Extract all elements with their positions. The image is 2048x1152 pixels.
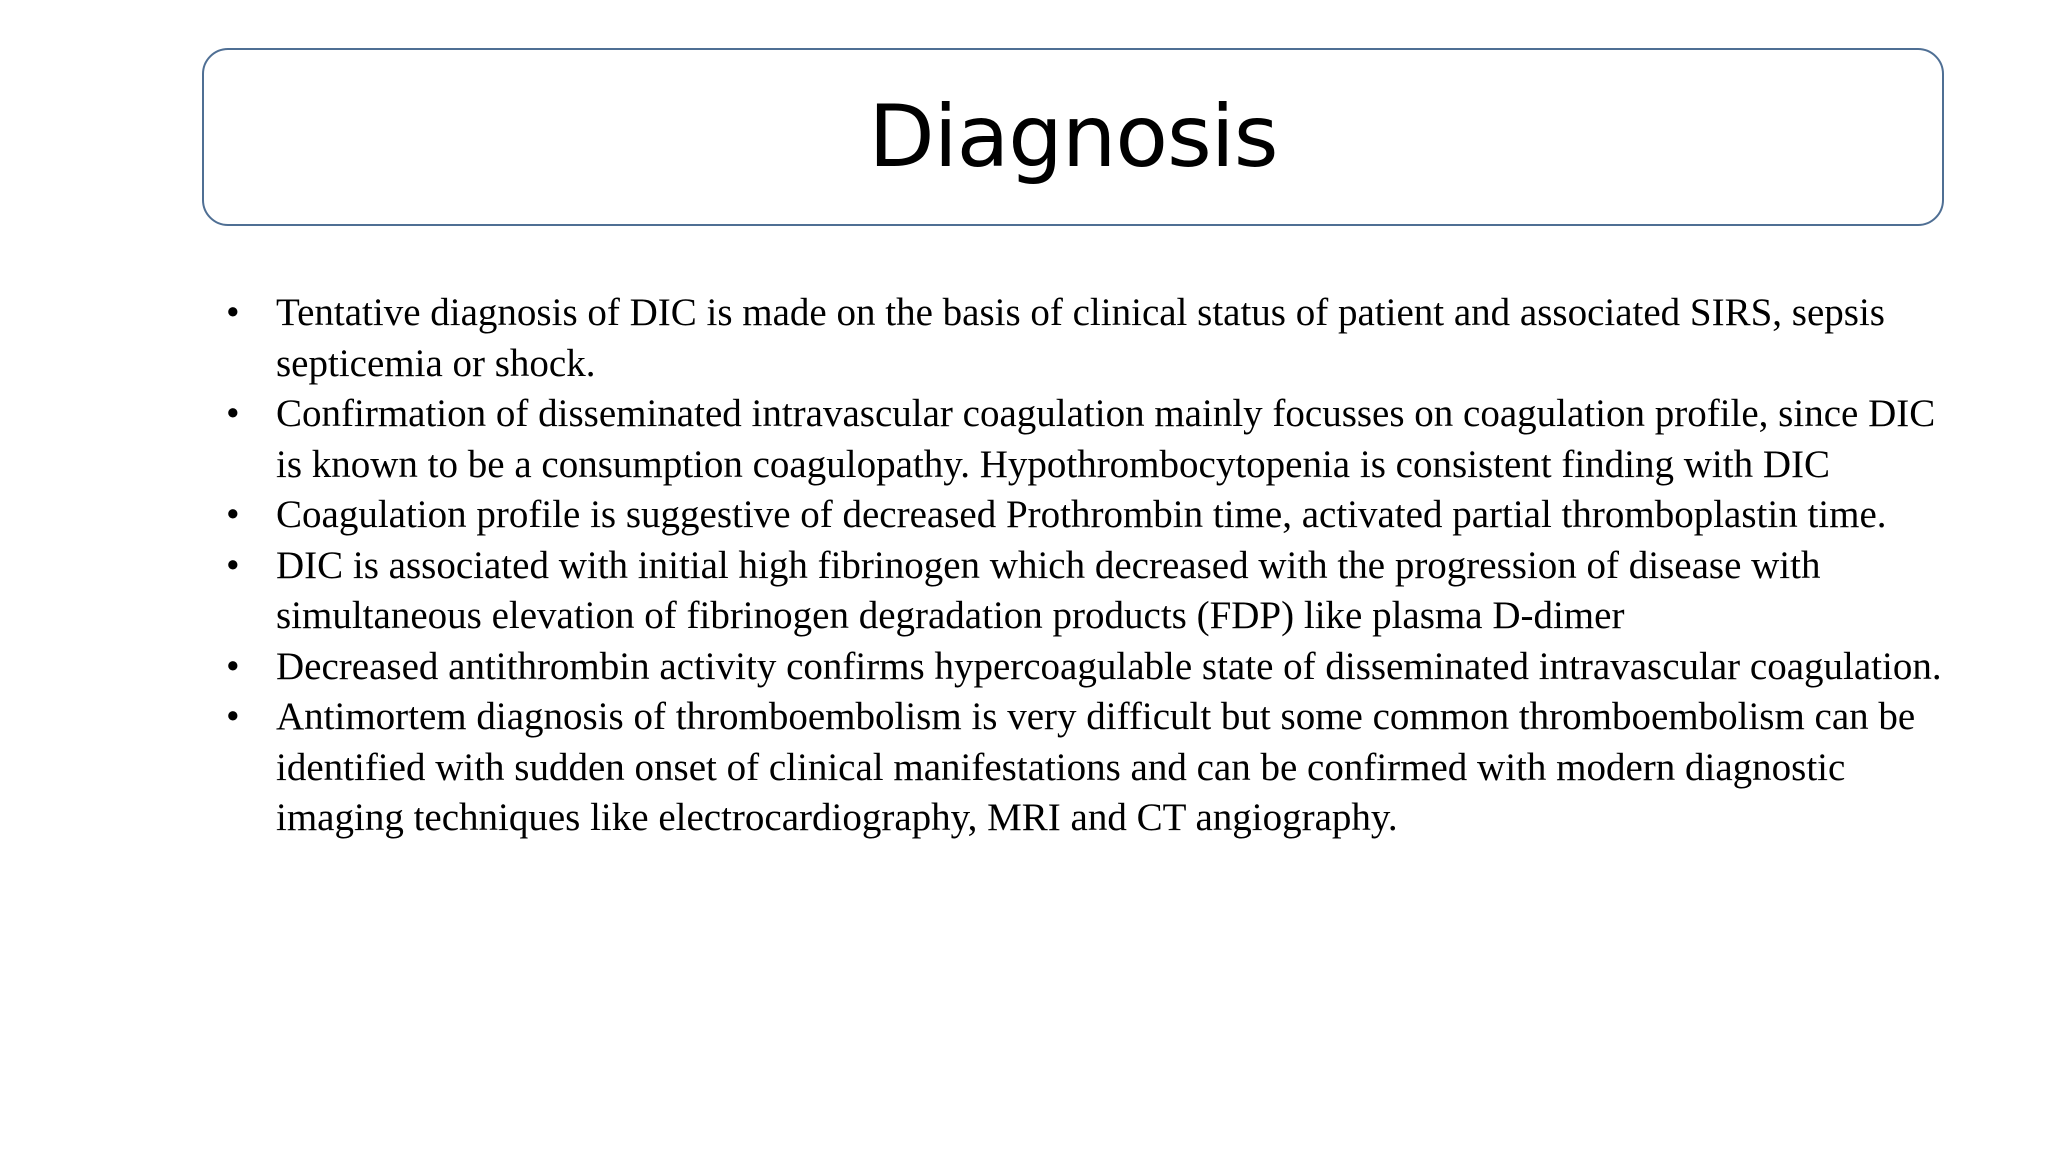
bullet-icon: • bbox=[226, 543, 240, 587]
bullet-icon: • bbox=[226, 695, 240, 738]
bullet-item bbox=[226, 541, 1966, 642]
bullet-icon: • bbox=[226, 493, 240, 536]
bullet-text: Antimortem diagnosis of thromboembolism is very difficult but some common thromboembolism can be identified with sudden onset of clinical manifestations and can be confirmed with modern diagnostic imaging techniques like electrocardiography, MRI and CT angiography. bbox=[276, 695, 1916, 839]
bullet-item bbox=[226, 642, 1966, 693]
bullet-text: Decreased antithrombin activity confirms hypercoagulable state of disseminated intravascular coagulation. bbox=[276, 644, 1942, 688]
bullet-text: Tentative diagnosis of DIC is made on the basis of clinical status of patient and associated SIRS, sepsis septicemia or shock. bbox=[276, 291, 1885, 385]
bullet-text: Coagulation profile is suggestive of decreased Prothrombin time, activated partial thromboplastin time. bbox=[276, 493, 1887, 536]
bullet-item bbox=[226, 490, 1966, 541]
bullet-item bbox=[226, 288, 1966, 389]
bullet-text: DIC is associated with initial high fibrinogen which decreased with the progression of disease with simultaneous elevation of fibrinogen degradation products (FDP) like plasma D-dimer bbox=[276, 543, 1821, 637]
bullet-icon: • bbox=[226, 392, 240, 435]
bullet-icon: • bbox=[226, 644, 240, 688]
title-box bbox=[202, 48, 1944, 226]
bullet-icon: • bbox=[226, 291, 240, 334]
bullet-text: Confirmation of disseminated intravascular coagulation mainly focusses on coagulation profile, since DIC is known to be a consumption coagulopathy. Hypothrombocytopenia is consistent finding with DIC bbox=[276, 392, 1936, 486]
bullet-list bbox=[226, 288, 1966, 844]
bullet-item bbox=[226, 692, 1966, 844]
slide-title: Diagnosis bbox=[868, 87, 1278, 187]
bullet-item bbox=[226, 389, 1966, 490]
